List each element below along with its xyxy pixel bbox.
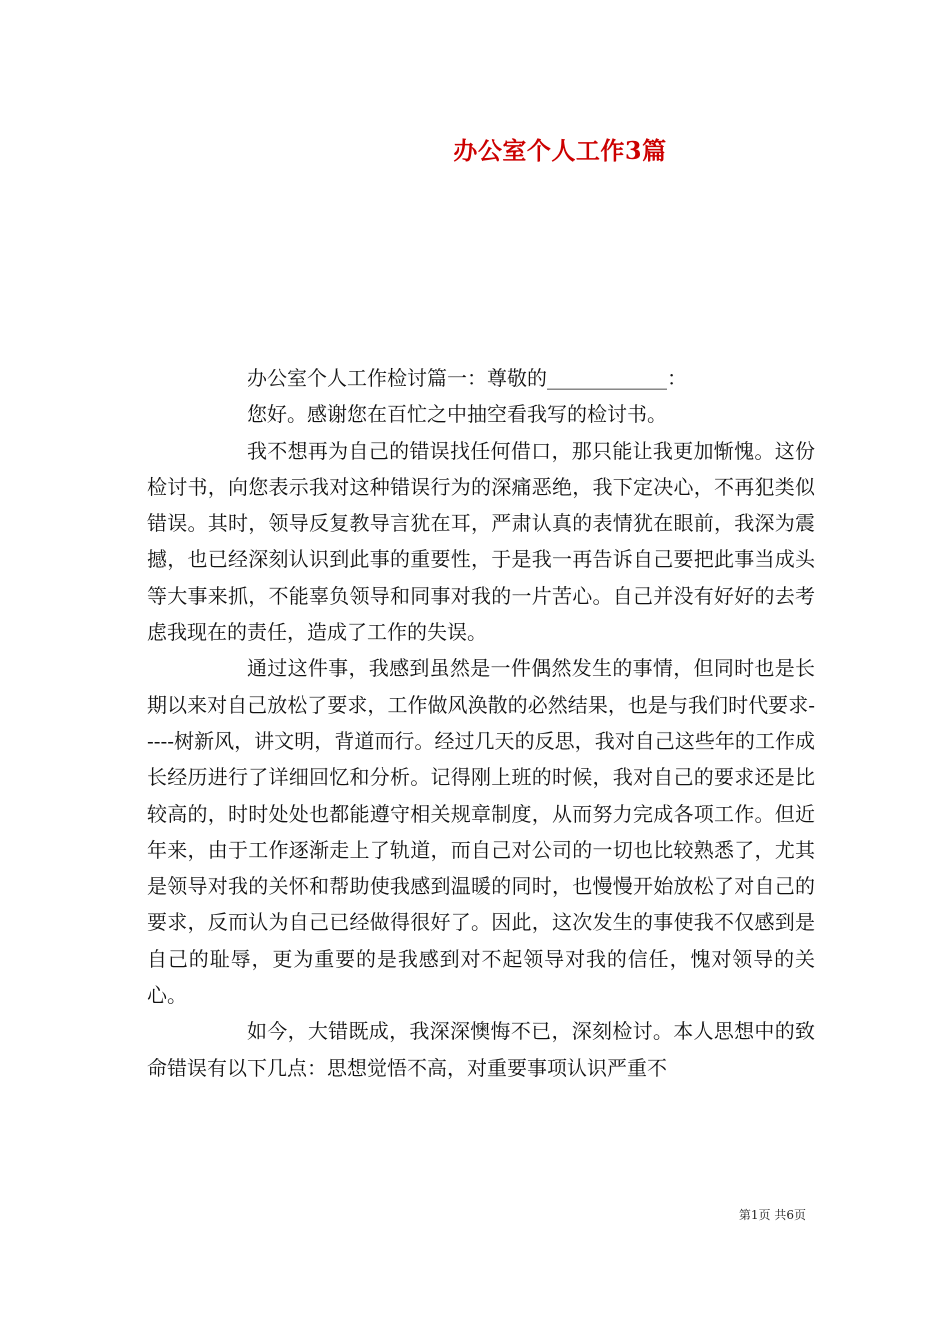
document-body <box>147 360 815 1086</box>
paragraph-body-3: 如今，大错既成，我深深懊悔不已，深刻检讨。本人思想中的致命错误有以下几点：思想觉悟不高，对重要事项认识严重不 <box>147 1019 815 1080</box>
paragraph-greeting: 办公室个人工作检讨篇一：尊敬的____________： <box>247 366 687 390</box>
paragraph-opening: 您好。感谢您在百忙之中抽空看我写的检讨书。 <box>247 402 667 427</box>
page-number: 第1页 共6页 <box>738 1208 806 1222</box>
paragraph-body-1: 我不想再为自己的错误找任何借口，那只能让我更加惭愧。这份检讨书，向您表示我对这种错误行为的深痛恶绝，我下定决心，不再犯类似错误。其时，领导反复教导言犹在耳，严肃认真的表情犹在眼前，我深为震撼，也已经深刻认识到此事的重要性，于是我一再告诉自己要把此事当成头等大事来抓，不能辜负领导和同事对我的一片苦心。自己并没有好好的去考虑我现在的责任，造成了工作的失误。 <box>147 438 815 645</box>
paragraph-body-2: 通过这件事，我感到虽然是一件偶然发生的事情，但同时也是长期以来对自己放松了要求，工作做风涣散的必然结果，也是与我们时代要求-----树新风，讲文明，背道而行。经过几天的反思，我对自己这些年的工作成长经历进行了详细回忆和分析。记得刚上班的时候，我对自己的要求还是比较高的，时时处处也都能遵守相关规章制度，从而努力完成各项工作。但近年来，由于工作逐渐走上了轨道，而自己对公司的一切也比较熟悉了，尤其是领导对我的关怀和帮助使我感到温暖的同时，也慢慢开始放松了对自己的要求，反而认为自己已经做得很好了。因此，这次发生的事使我不仅感到是自己的耻辱，更为重要的是我感到对不起领导对我的信任，愧对领导的关心。 <box>147 656 815 1008</box>
page-title: 办公室个人工作3篇 <box>453 136 667 165</box>
